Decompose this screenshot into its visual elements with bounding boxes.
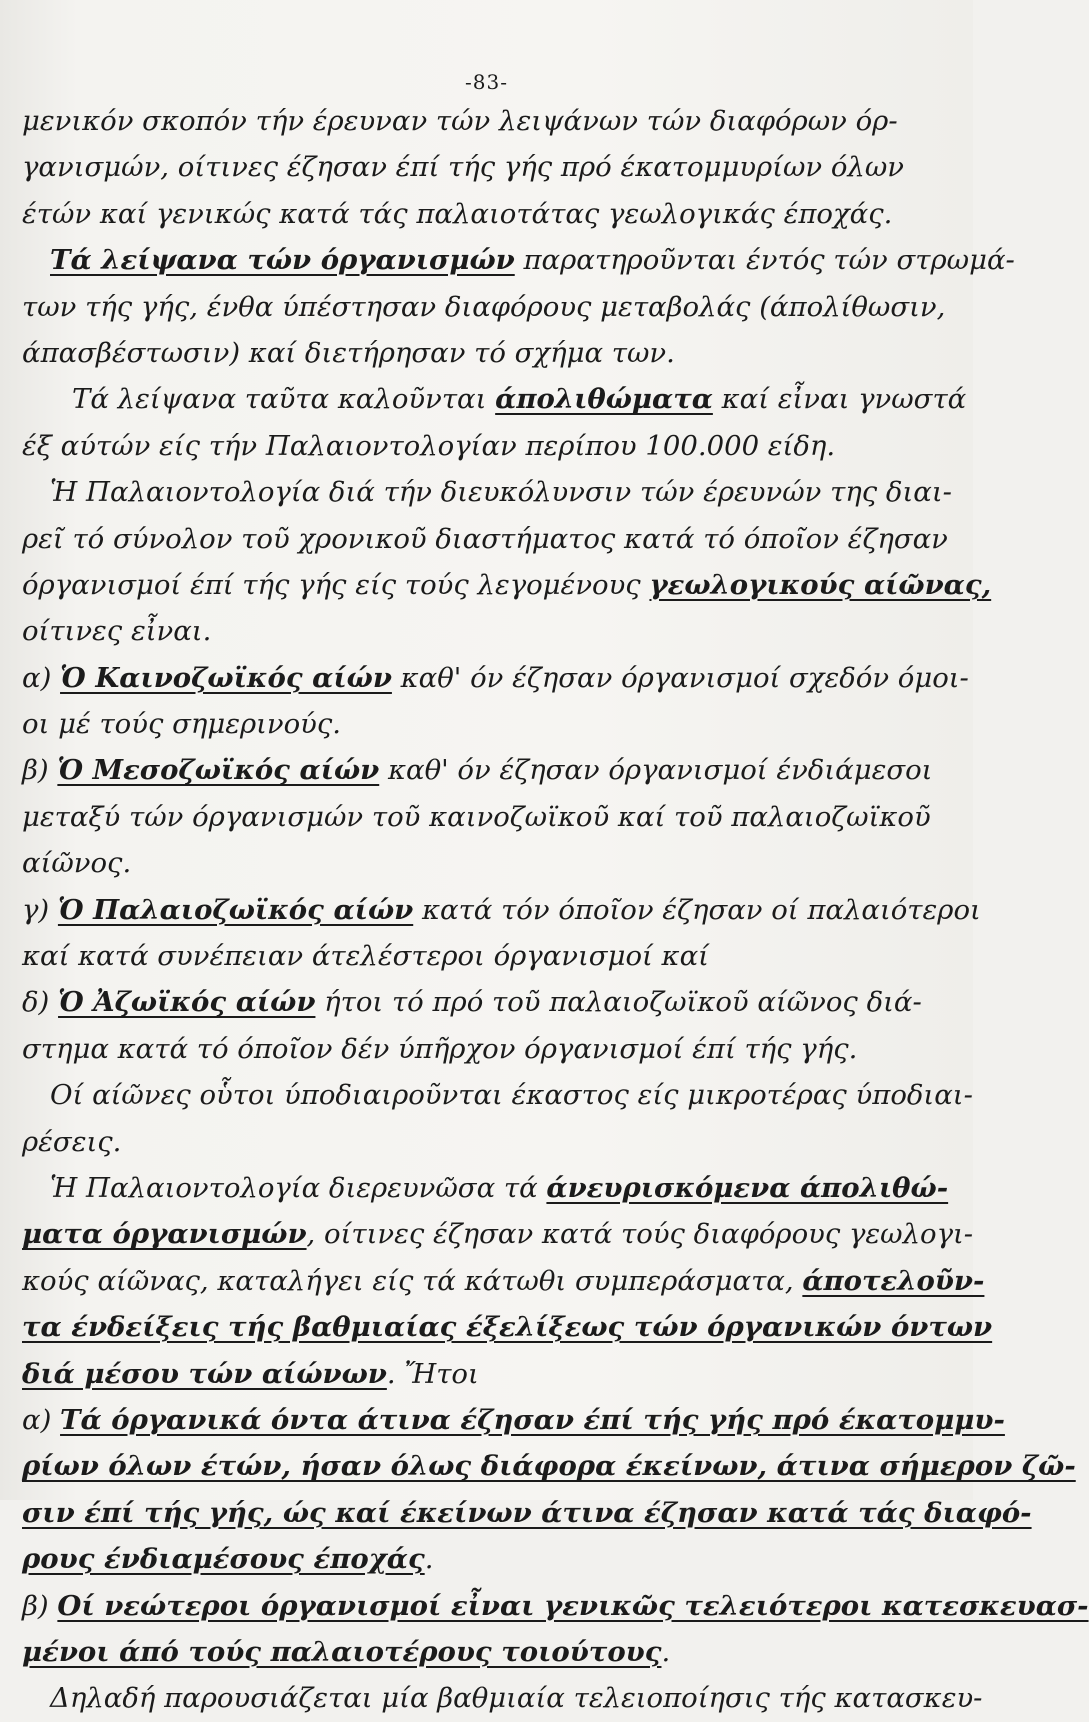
underlined-text: Ὁ Καινοζωϊκός αίών [60, 661, 392, 694]
text-segment: α) [22, 661, 61, 694]
underlined-text: Ὁ Ἀζωϊκός αίών [58, 986, 316, 1019]
underlined-text: ρίων όλων έτών, ήσαν όλως διάφορα έκείνων, άτινα σήμερον ζῶ- [22, 1450, 1076, 1483]
underlined-text: τα ένδείξεις τής βαθμιαίας έξελίξεως τών όργανικών όντων [22, 1311, 993, 1344]
text-segment: Τά λείψανα ταῦτα καλοῦνται [72, 383, 496, 416]
text-line [22, 608, 902, 654]
handwritten-text-body [22, 98, 1089, 1722]
text-segment: . [661, 1635, 671, 1668]
text-segment: οίτινες εἶναι. [22, 615, 212, 648]
text-line [22, 1304, 993, 1350]
text-line [22, 747, 933, 793]
text-segment: έτών καί γενικώς κατά τάς παλαιοτάτας γεωλογικάς έποχάς. [22, 197, 893, 230]
underlined-text: άπολιθώματα [495, 383, 713, 416]
text-segment: γανισμών, οίτινες έζησαν έπί τής γής πρό έκατομμυρίων όλων [22, 151, 905, 184]
underlined-text: ματα όργανισμών [22, 1218, 307, 1251]
underlined-text: Ὁ Μεσοζωϊκός αίών [57, 754, 380, 787]
text-segment: καθ' όν έζησαν όργανισμοί ένδιάμεσοι [379, 754, 933, 787]
underlined-text: διά μέσου τών αίώνων [22, 1357, 387, 1390]
text-segment: οι μέ τούς σημερινούς. [22, 708, 342, 741]
underlined-text: μένοι άπό τούς παλαιοτέρους τοιούτους [22, 1635, 662, 1668]
text-line [22, 144, 905, 190]
text-line [22, 191, 902, 237]
text-segment: Ἡ Παλαιοντολογία διερευνῶσα τά [50, 1171, 547, 1204]
text-line [22, 1026, 902, 1072]
text-segment: . [424, 1543, 434, 1576]
text-segment: ήτοι τό πρό τοῦ παλαιοζωϊκοῦ αίῶνος διά- [315, 986, 922, 1019]
text-line [22, 516, 948, 562]
text-segment: κατά τόν όποῖον έζησαν οί παλαιότεροι [413, 893, 981, 926]
text-line [22, 284, 946, 330]
text-segment: καθ' όν έζησαν όργανισμοί σχεδόν όμοι- [391, 661, 969, 694]
text-line [22, 1165, 949, 1211]
underlined-text: ρους ένδιαμέσους έποχάς [22, 1543, 425, 1576]
text-segment: Ἡ Παλαιοντολογία διά τήν διευκόλυνσιν τών έρευνών της διαι- [50, 476, 952, 509]
text-line [22, 1443, 1076, 1489]
text-line [22, 794, 931, 840]
text-segment: καί κατά συνέπειαν άτελέστεροι όργανισμοί καί [22, 940, 709, 973]
text-segment: . Ἤτοι [386, 1357, 479, 1390]
underlined-text: Τά λείψανα τών όργανισμών [50, 244, 515, 277]
text-segment: στημα κατά τό όποῖον δέν ύπῆρχον όργανισμοί έπί τής γής. [22, 1032, 858, 1065]
text-segment: παρατηροῦνται έντός τών στρωμά- [514, 244, 1015, 277]
text-segment: μεταξύ τών όργανισμών τοῦ καινοζωϊκοῦ καί τοῦ παλαιοζωϊκοῦ [22, 800, 931, 833]
text-line [22, 1629, 902, 1675]
underlined-text: Οί νεώτεροι όργανισμοί εἶναι γενικῶς τελειότεροι κατεσκευασ- [57, 1589, 1089, 1622]
text-line [22, 98, 902, 144]
text-line [22, 1536, 902, 1582]
text-segment: καί εἶναι γνωστά [712, 383, 967, 416]
text-line [22, 887, 981, 933]
text-segment: έξ αύτών είς τήν Παλαιοντολογίαν περίπου 100.000 είδη. [22, 429, 836, 462]
text-segment: γ) [22, 893, 58, 926]
text-segment: β) [22, 754, 58, 787]
text-segment: όργανισμοί έπί τής γής είς τούς λεγομένους [22, 568, 650, 601]
text-segment: κούς αίῶνας, καταλήγει είς τά κάτωθι συμπεράσματα, [22, 1264, 803, 1297]
text-segment: , οίτινες έζησαν κατά τούς διαφόρους γεωλογι- [306, 1218, 974, 1251]
text-line [22, 1072, 973, 1118]
text-line [22, 840, 902, 886]
underlined-text: γεωλογικούς αίῶνας, [649, 568, 992, 601]
text-segment: αίῶνος. [22, 847, 132, 880]
underlined-text: Ὁ Παλαιοζωϊκός αίών [57, 893, 414, 926]
text-line [22, 655, 969, 701]
text-segment: των τής γής, ένθα ύπέστησαν διαφόρους μεταβολάς (άπολίθωσιν, [22, 290, 946, 323]
underlined-text: Τά όργανικά όντα άτινα έζησαν έπί τής γής πρό έκατομμυ- [60, 1403, 1005, 1436]
text-line [22, 979, 922, 1025]
text-segment: δ) [22, 986, 59, 1019]
text-line [22, 1490, 1032, 1536]
text-segment: άπασβέστωσιν) καί διετήρησαν τό σχήμα των. [22, 336, 675, 369]
text-line [22, 1397, 1005, 1443]
page-number: -83- [465, 70, 508, 94]
underlined-text: σιν έπί τής γής, ώς καί έκείνων άτινα έζησαν κατά τάς διαφό- [22, 1496, 1032, 1529]
text-line [22, 237, 1015, 283]
text-line [22, 1258, 985, 1304]
text-line [22, 1211, 974, 1257]
text-segment: β) [22, 1589, 58, 1622]
text-line [22, 469, 952, 515]
text-line [22, 1119, 902, 1165]
text-line [22, 1675, 983, 1721]
text-segment: ρεῖ τό σύνολον τοῦ χρονικοῦ διαστήματος κατά τό όποῖον έζησαν [22, 522, 948, 555]
text-segment: Οί αίῶνες οὗτοι ύποδιαιροῦνται έκαστος είς μικροτέρας ύποδιαι- [50, 1079, 973, 1112]
text-segment: α) [22, 1403, 61, 1436]
text-segment: Δηλαδή παρουσιάζεται μία βαθμιαία τελειοποίησις τής κατασκευ- [50, 1682, 983, 1715]
text-line [22, 376, 967, 422]
underlined-text: άποτελοῦν- [802, 1264, 985, 1297]
text-line [22, 1351, 902, 1397]
text-line [22, 562, 992, 608]
text-line [22, 701, 902, 747]
text-line [22, 330, 902, 376]
text-line [22, 423, 902, 469]
text-line [22, 933, 902, 979]
text-line [22, 1583, 1089, 1629]
underlined-text: άνευρισκόμενα άπολιθώ- [546, 1171, 949, 1204]
text-segment: ρέσεις. [22, 1125, 122, 1158]
text-segment: μενικόν σκοπόν τήν έρευναν τών λειψάνων τών διαφόρων όρ- [22, 105, 898, 137]
